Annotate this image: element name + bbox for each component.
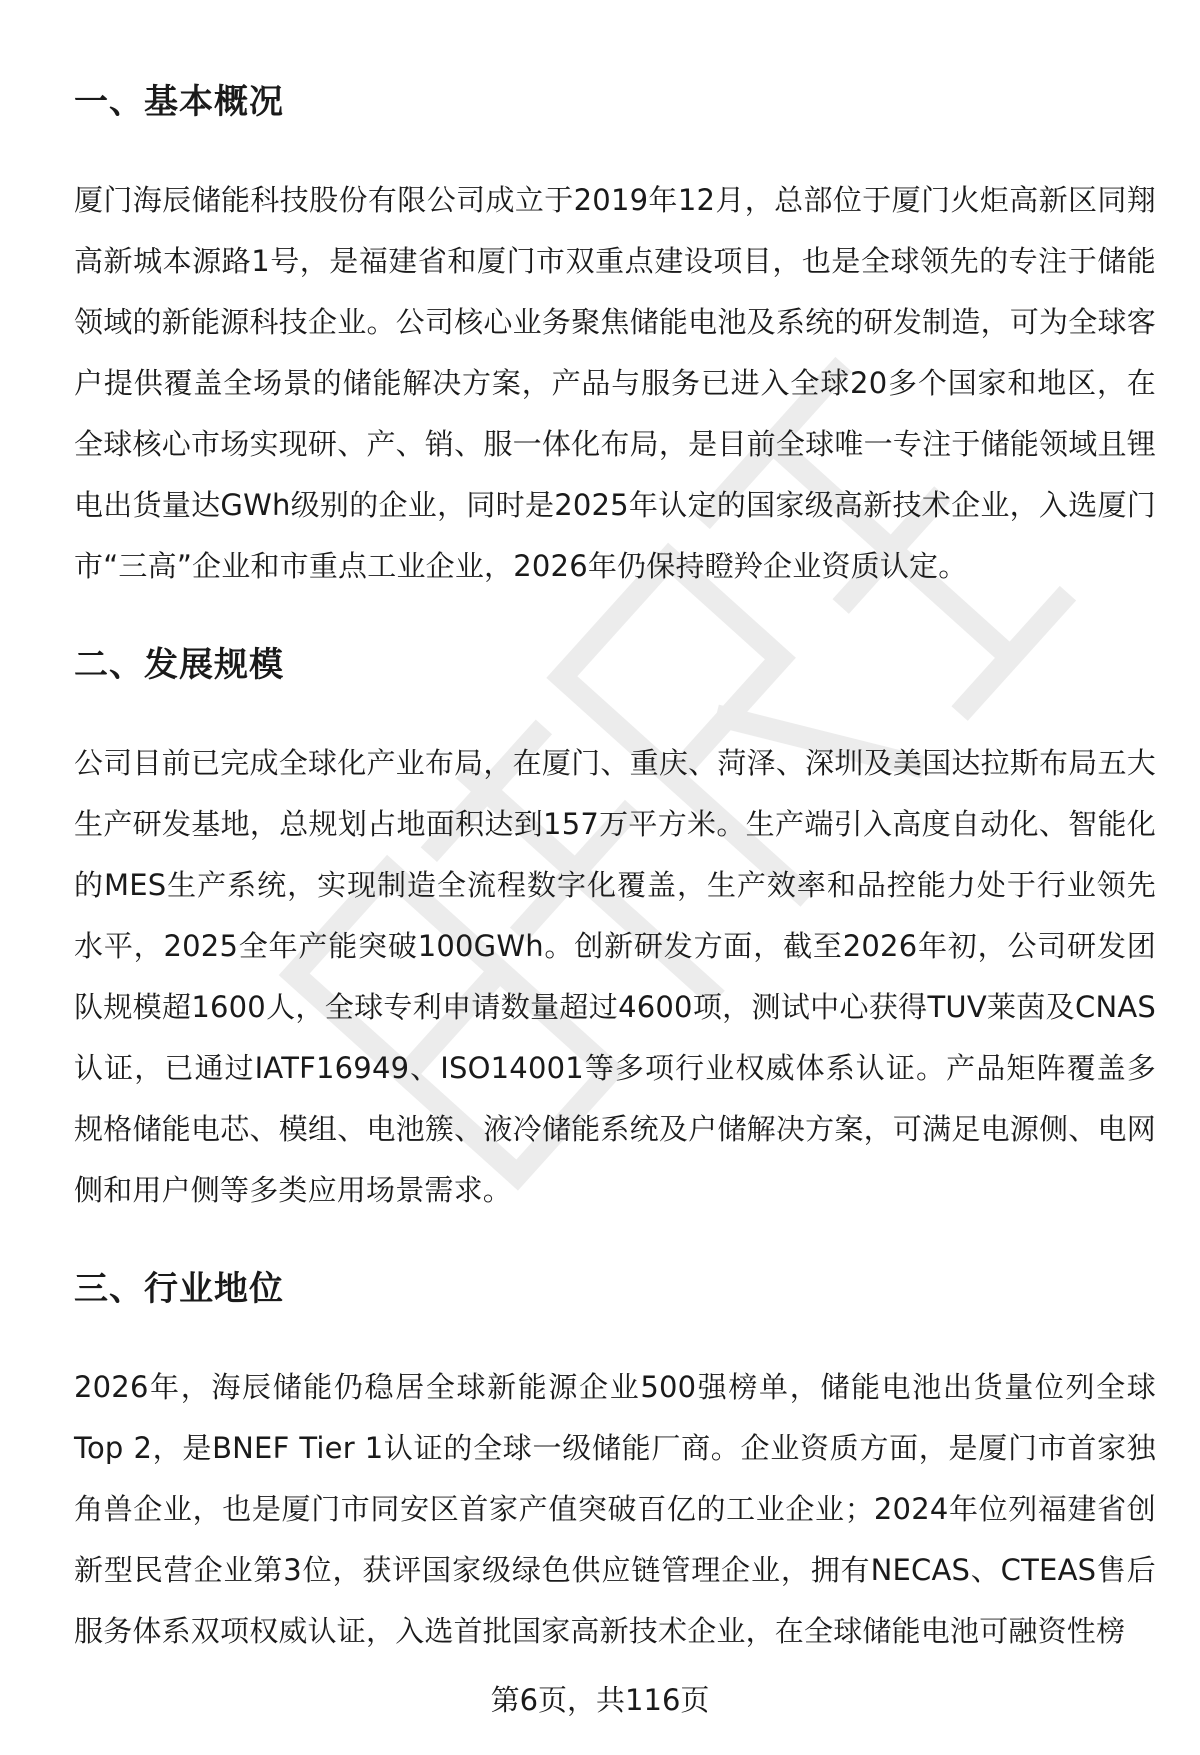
section-paragraph-scale: 公司目前已完成全球化产业布局，在厦门、重庆、菏泽、深圳及美国达拉斯布局五大生产研发基地，总规划占地面积达到157万平方米。生产端引入高度自动化、智能化的MES生产系统，实现制造全流程数字化覆盖，生产效率和品控能力处于行业领先水平，2025全年产能突破100GWh。创新研发方面，截至2026年初，公司研发团队规模超1600人，全球专利申请数量超过4600项，测试中心获得TUV莱茵及CNAS认证，已通过IATF16949、ISO14001等多项行业权威体系认证。产品矩阵覆盖多规格储能电芯、模组、电池簇、液冷储能系统及户储解决方案，可满足电源侧、电网侧和用户侧等多类应用场景需求。 [74, 746, 1156, 1207]
section-heading-position: 三、行业地位 [74, 1269, 284, 1309]
section-heading-overview: 一、基本概况 [74, 82, 284, 122]
section-heading-scale: 二、发展规模 [74, 645, 284, 685]
section-paragraph-position: 2026年，海辰储能仍稳居全球新能源企业500强榜单，储能电池出货量位列全球Top 2，是BNEF Tier 1认证的全球一级储能厂商。企业资质方面，是厦门市首家独角兽企业，也是厦门市同安区首家产值突破百亿的工业企业；2024年位列福建省创新型民营企业第3位，获评国家级绿色供应链管理企业，拥有NECAS、CTEAS售后服务体系双项权威认证，入选首批国家高新技术企业，在全球储能电池可融资性榜 [74, 1370, 1156, 1648]
page-number-footer: 第6页，共116页 [490, 1683, 710, 1717]
section-paragraph-overview: 厦门海辰储能科技股份有限公司成立于2019年12月，总部位于厦门火炬高新区同翔高新城本源路1号，是福建省和厦门市双重点建设项目，也是全球领先的专注于储能领域的新能源科技企业。公司核心业务聚焦储能电池及系统的研发制造，可为全球客户提供覆盖全场景的储能解决方案，产品与服务已进入全球20多个国家和地区，在全球核心市场实现研、产、销、服一体化布局，是目前全球唯一专注于储能领域且锂电出货量达GWh级别的企业，同时是2025年认定的国家级高新技术企业，入选厦门市“三高”企业和市重点工业企业，2026年仍保持瞪羚企业资质认定。 [74, 183, 1156, 583]
document-body [74, 60, 1156, 1662]
